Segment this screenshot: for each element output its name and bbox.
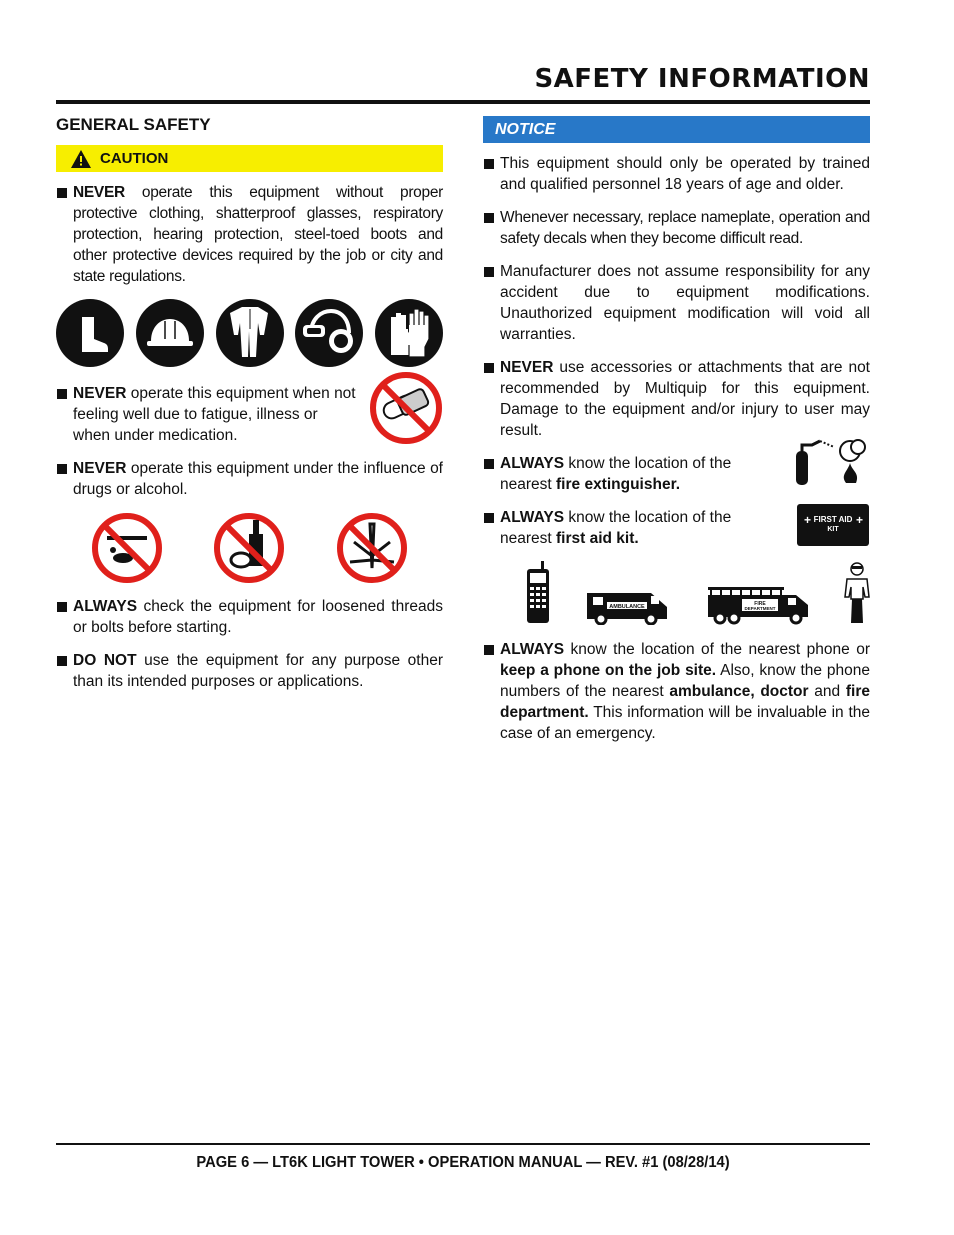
list-item: NEVER operate this equipment when not feeling well due to fatigue, illness or when under medication. (56, 383, 443, 446)
no-marijuana-icon (336, 512, 408, 584)
notice-label: NOTICE (495, 120, 556, 138)
section-heading: GENERAL SAFETY (56, 115, 211, 134)
svg-text:+: + (804, 513, 812, 527)
list-item: NEVER use accessories or attachments that are not recommended by Multiquip for this equipment. Damage to the equipment and/or injury to user may result. (483, 357, 870, 441)
page-footer: PAGE 6 — LT6K LIGHT TOWER • OPERATION MANUAL — REV. #1 (08/28/14) (196, 1154, 730, 1171)
list-item: Manufacturer does not assume responsibility for any accident due to equipment modifications. Unauthorized equipment modification will void all warranties. (483, 261, 870, 345)
list-item: ALWAYS know the location of the nearest phone or keep a phone on the job site. Also, know the phone numbers of the nearest ambulance, doctor and fire department. This information will be invaluable in the case of an emergency. (483, 639, 870, 744)
fire-extinguisher-icon (794, 437, 870, 487)
list-item: ALWAYS check the equipment for loosened threads or bolts before starting. (56, 596, 443, 638)
svg-text:FIRE: FIRE (753, 601, 766, 607)
prohibition-icon-row (56, 512, 443, 584)
warning-triangle-icon (70, 149, 92, 169)
right-column (483, 112, 870, 756)
left-column (56, 112, 443, 704)
list-item: NEVER operate this equipment without proper protective clothing, shatterproof glasses, respiratory protection, hearing protection, steel-toed boots and other protective devices required by the job or city and state regulations. (56, 182, 443, 287)
caution-label: CAUTION (100, 150, 169, 167)
cell-phone-icon (525, 561, 551, 625)
goggles-earmuff-icon (295, 299, 363, 367)
list-item: Whenever necessary, replace nameplate, operation and safety decals when they become difficult read. (483, 207, 870, 249)
ppe-icon-row (56, 299, 443, 367)
no-medication-icon (369, 371, 443, 445)
caution-banner (56, 145, 443, 172)
no-drugs-icon (91, 512, 163, 584)
svg-text:+: + (856, 513, 864, 527)
list-item: ALWAYS know the location of the nearest fire extinguisher. (483, 453, 870, 495)
footer-rule (56, 1143, 870, 1145)
page-title: SAFETY INFORMATION (534, 64, 870, 94)
boot-icon (56, 299, 124, 367)
list-item: This equipment should only be operated by trained and qualified personnel 18 years of age and older. (483, 153, 870, 195)
doctor-icon (844, 561, 870, 625)
svg-text:KIT: KIT (827, 526, 839, 533)
svg-text:DEPARTMENT: DEPARTMENT (744, 606, 776, 611)
gloves-icon (375, 299, 443, 367)
hard-hat-icon (136, 299, 204, 367)
list-item: DO NOT use the equipment for any purpose other than its intended purposes or applications. (56, 650, 443, 692)
fire-truck-icon (706, 585, 810, 625)
header-rule (56, 100, 870, 104)
notice-banner (483, 116, 870, 143)
svg-text:FIRST AID: FIRST AID (813, 515, 853, 524)
list-item: NEVER operate this equipment under the influence of drugs or alcohol. (56, 458, 443, 500)
coverall-icon (216, 299, 284, 367)
svg-text:AMBULANCE: AMBULANCE (609, 604, 646, 610)
emergency-icon-row (525, 561, 870, 625)
no-alcohol-icon (213, 512, 285, 584)
ambulance-icon (585, 587, 671, 625)
first-aid-kit-icon (796, 503, 870, 547)
list-item: ALWAYS know the location of the nearest first aid kit. FIRST AID KIT + + (483, 507, 870, 549)
